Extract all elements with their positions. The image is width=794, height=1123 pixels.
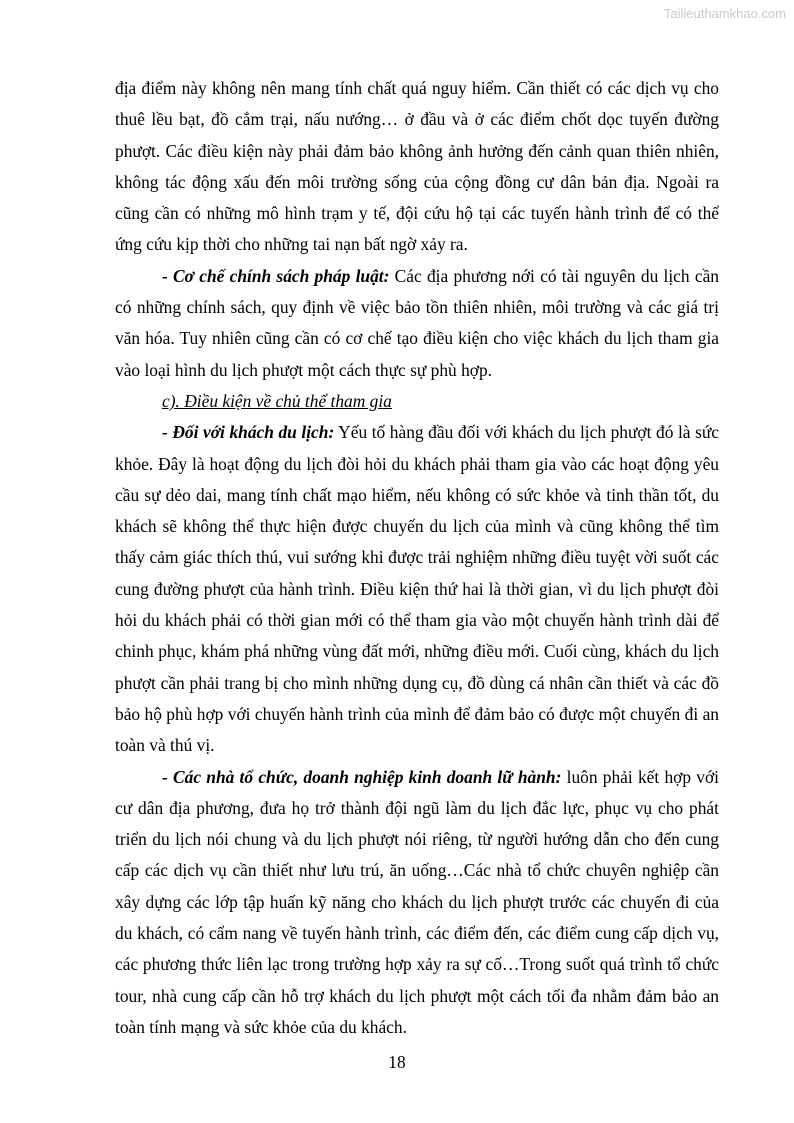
section-heading: [115, 386, 719, 417]
section-heading-text: c). Điều kiện về chủ thể tham gia: [162, 390, 392, 411]
page-number: 18: [388, 1052, 406, 1072]
paragraph-lead: - Cơ chế chính sách pháp luật:: [162, 265, 390, 286]
watermark: Tailieuthamkhao.com: [663, 6, 786, 21]
paragraph-text: địa điểm này không nên mang tính chất quá nguy hiểm. Cần thiết có các dịch vụ cho thuê lều bạt, đồ cắm trại, nấu nướng… ở đầu và ở các điểm chốt dọc tuyến đường phượt. Các điều kiện này phải đảm bảo không ảnh hưởng đến cảnh quan thiên nhiên, không tác động xấu đến môi trường sống của cộng đồng cư dân bản địa. Ngoài ra cũng cần có những mô hình trạm y tế, đội cứu hộ tại các tuyến hành trình để có thể ứng cứu kịp thời cho những tai nạn bất ngờ xảy ra.: [115, 78, 719, 255]
paragraph-text: Yếu tố hàng đầu đối với khách du lịch phượt đó là sức khỏe. Đây là hoạt động du lịch đòi hỏi du khách phải tham gia vào các hoạt động yêu cầu sự dẻo dai, mang tính chất mạo hiểm, nếu không có sức khỏe và tinh thần tốt, du khách sẽ không thể thực hiện được chuyến du lịch của mình và cũng không thể tìm thấy cảm giác thích thú, vui sướng khi được trải nghiệm những điều tuyệt vời suốt các cung đường phượt của hành trình. Điều kiện thứ hai là thời gian, vì du lịch phượt đòi hỏi du khách phải có thời gian mới có thể tham gia vào một chuyến hành trình dài để chinh phục, khám phá những vùng đất mới, những điều mới. Cuối cùng, khách du lịch phượt cần phải trang bị cho mình những dụng cụ, đồ dùng cá nhân cần thiết và các đồ bảo hộ phù hợp với chuyến hành trình của mình để đảm bảo có được một chuyến đi an toàn và thú vị.: [115, 422, 719, 756]
paragraph-legal-mechanism: [115, 261, 719, 386]
paragraph-text: luôn phải kết hợp với cư dân địa phương, đưa họ trở thành đội ngũ làm du lịch đắc lực, phục vụ cho phát triển du lịch nói chung và du lịch phượt nói riêng, từ người hướng dẫn cho đến cung cấp các dịch vụ cần thiết như lưu trú, ăn uống…Các nhà tổ chức chuyên nghiệp cần xây dựng các lớp tập huấn kỹ năng cho khách du lịch phượt trước các chuyến đi của du khách, có cẩm nang về tuyến hành trình, các điểm đến, các điểm cung cấp dịch vụ, các phương thức liên lạc trong trường hợp xảy ra sự cố…Trong suốt quá trình tổ chức tour, nhà cung cấp cần hỗ trợ khách du lịch phượt một cách tối đa nhằm đảm bảo an toàn tính mạng và sức khỏe của du khách.: [115, 766, 719, 1037]
paragraph-organizers: [115, 762, 719, 1044]
document-body: [115, 73, 719, 1043]
paragraph-continuation: [115, 73, 719, 261]
paragraph-text: Các địa phương nới có tài nguyên du lịch cần có những chính sách, quy định về việc bảo tồn thiên nhiên, môi trường và các giá trị văn hóa. Tuy nhiên cũng cần có cơ chế tạo điều kiện cho việc khách du lịch tham gia vào loại hình du lịch phượt một cách thực sự phù hợp.: [115, 265, 719, 380]
paragraph-lead: - Các nhà tổ chức, doanh nghiệp kinh doanh lữ hành:: [162, 766, 562, 787]
paragraph-tourists: [115, 417, 719, 761]
paragraph-lead: - Đối với khách du lịch:: [162, 422, 335, 443]
